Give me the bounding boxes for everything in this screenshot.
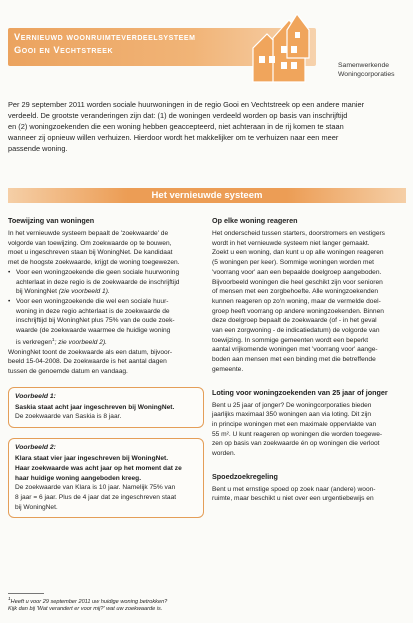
intro-line: passende woning. <box>8 144 68 153</box>
heading-reageren: Op elke woning reageren <box>212 216 298 225</box>
org-line-2: Woningcorporaties <box>338 71 395 78</box>
footnote-line <box>8 596 208 606</box>
intro-paragraph <box>8 99 406 154</box>
text-line: moet u ingeschreven staan bij WoningNet. De kandidaat <box>8 249 173 257</box>
text-line: 'voorrang voor' aan een bepaalde doelgroep aangeboden. <box>212 268 382 276</box>
list-item <box>8 268 204 297</box>
example-box-1 <box>8 387 204 428</box>
text-line: inschrijftijd bij WoningNet plus 75% van de oude zoek- <box>16 317 175 325</box>
text-line: De zoekwaarde van Klara is 10 jaar. Namelijk 75% van <box>15 484 176 492</box>
text-line: Voor een woningzoekende die geen sociale huurwoning <box>16 268 180 276</box>
text-line: 8 jaar = 6 jaar. Plus de 4 jaar dat ze ingeschreven staat <box>15 493 177 501</box>
text-line: is verkregen <box>16 338 52 346</box>
footnote-divider <box>8 593 44 594</box>
text-line: toewijzing. In sommige gemeenten wordt een beperkt <box>212 336 369 344</box>
footnote <box>8 596 208 614</box>
organisation-name <box>338 61 410 79</box>
text-line: (5 woningen per keer). Sommige woningen worden met <box>212 259 374 267</box>
text-line: kunnen reageren op zo'n woning, maar de vermelde doel- <box>212 297 381 305</box>
text-line: worden. <box>212 450 236 458</box>
text-line: deze doelgroep bepaalt de zoekwaarde (of - in het geval <box>212 317 377 325</box>
bullet-list <box>8 268 204 348</box>
heading-loting: Loting voor woningzoekenden van 25 jaar of jonger <box>212 387 388 397</box>
example-box-2 <box>8 438 204 518</box>
text-line: wordt in het vernieuwde systeem niet langer gemaakt. <box>212 239 370 247</box>
text-line: woning in deze regio achterlaat is de zoekwaarde de <box>16 307 170 315</box>
text-line: boden aan mensen met een binding met die betreffende <box>212 356 376 364</box>
text-line: Voor een woningzoekende die wel een sociale huur- <box>16 297 169 305</box>
footnote-marker: 1 <box>8 597 11 602</box>
text-line: jaarlijks maximaal 350 woningen aan via loting. Dit zijn <box>212 411 372 419</box>
text-line: In het vernieuwde systeem bepaalt de 'zoekwaarde' de <box>8 230 169 237</box>
heading-spoedzoekregeling: Spoedzoekregeling <box>212 471 278 481</box>
text-line: haar huidige woning aangeboden kreeg. <box>15 474 142 482</box>
houses-logo-icon <box>247 8 313 86</box>
left-column <box>8 215 204 518</box>
intro-line: wanneer zij opnieuw willen verhuizen. Hierdoor wordt het makkelijker om te verhuizen naar een meer <box>8 133 339 142</box>
text-line: 55 m². U kunt reageren op woningen die worden toegewe- <box>212 430 383 438</box>
org-line-1: Samenwerkende <box>338 62 390 69</box>
text-line: Klara staat vier jaar ingeschreven bij WoningNet. <box>15 455 169 463</box>
text-line: bij WoningNet. <box>15 503 58 511</box>
text-line: WoningNet toont de zoekwaarde als een datum, bijvoor- <box>8 348 173 356</box>
example-label: Voorbeeld 1: <box>15 392 56 400</box>
text-line: beeld 15-04-2008. De zoekwaarde is het aantal dagen <box>8 358 167 366</box>
paragraph <box>8 348 204 377</box>
text-line: Bent u met ernstige spoed op zoek naar (andere) woon- <box>212 485 376 493</box>
text-line: gemeente. <box>212 365 244 373</box>
text-line: Bent u 25 jaar of jonger? De woningcorporaties bieden <box>212 401 372 409</box>
text-line: Saskia staat acht jaar ingeschreven bij WoningNet. <box>15 403 175 411</box>
text-line: Bijvoorbeeld woningen die heel geschikt zijn voor senioren <box>212 278 383 286</box>
text-line: of mensen met een zorgbehoefte. Alle woningzoekenden <box>212 288 379 296</box>
text-line: Zoekt u een woning, dan kunt u op alle woningen reageren <box>212 249 384 257</box>
title-line-2: Gooi en Vechtstreek <box>14 45 114 55</box>
text-line: groep heeft voorrang op andere woningzoekenden. Binnen <box>212 307 384 315</box>
text-line: waarde (de zoekwaarde waarmee de huidige woning <box>16 327 171 335</box>
intro-line: verdeeld. De grootste veranderingen zijn dat: (1) de woningen verdeeld worden op basis van inschrijftijd <box>8 111 348 120</box>
heading-toewijzing: Toewijzing van woningen <box>8 216 95 225</box>
text-line: Heeft u voor 29 september 2011 uw huidige woning betrokken? <box>10 598 168 605</box>
text-line: volgorde van toewijzing. Om zoekwaarde op te bouwen, <box>8 239 172 247</box>
text-line: Haar zoekwaarde was acht jaar op het moment dat ze <box>15 464 182 472</box>
text-line: zen op basis van zoekwaarde én op woningen die verloot <box>212 440 380 448</box>
page-title <box>14 31 254 57</box>
text-line: Het onderscheid tussen starters, doorstromers en vestigers <box>212 230 385 237</box>
text-line: ruimte, maar beschikt u niet over een urgentiebewijs en <box>212 495 374 503</box>
title-line-1: Vernieuwd woonruimteverdeelsysteem <box>14 32 196 42</box>
footnote-line: Kijk dan bij 'Wat verandert er voor mij?' wat uw zoekwaarde is. <box>8 606 163 613</box>
text-line: tussen de genoemde datum en vandaag. <box>8 368 128 376</box>
text-line: De zoekwaarde van Saskia is 8 jaar. <box>15 413 122 421</box>
text-line: van een zorgwoning - de indicatiedatum) de volgorde van <box>212 327 380 335</box>
text-line: bij WoningNet <box>16 288 57 296</box>
example-label: Voorbeeld 2: <box>15 444 56 452</box>
text-line: achterlaat in deze regio is de zoekwaarde de inschrijftijd <box>16 278 180 286</box>
intro-line: en (2) woningzoekenden die een woning hebben geaccepteerd, niet achteraan in de rij komen te staan <box>8 122 344 131</box>
text-line: aantal vrijkomende woningen met 'voorrang voor' aange- <box>212 346 378 354</box>
footnote-marker: 1 <box>51 337 55 343</box>
example-reference: ; zie voorbeeld 2). <box>54 338 108 346</box>
section-title: Het vernieuwde systeem <box>151 190 263 201</box>
intro-line: Per 29 september 2011 worden sociale huurwoningen in de regio Gooi en Vechtstreek op een andere manier <box>8 100 365 109</box>
list-item <box>8 297 204 348</box>
right-column <box>212 215 406 504</box>
example-reference: (zie voorbeeld 1). <box>58 288 110 296</box>
text-line: met de hoogste zoekwaarde, krijgt de woning toegewezen. <box>8 259 180 267</box>
text-line: in principe woningen met een maximale oppervlakte van <box>212 420 377 428</box>
paragraph <box>8 229 204 268</box>
